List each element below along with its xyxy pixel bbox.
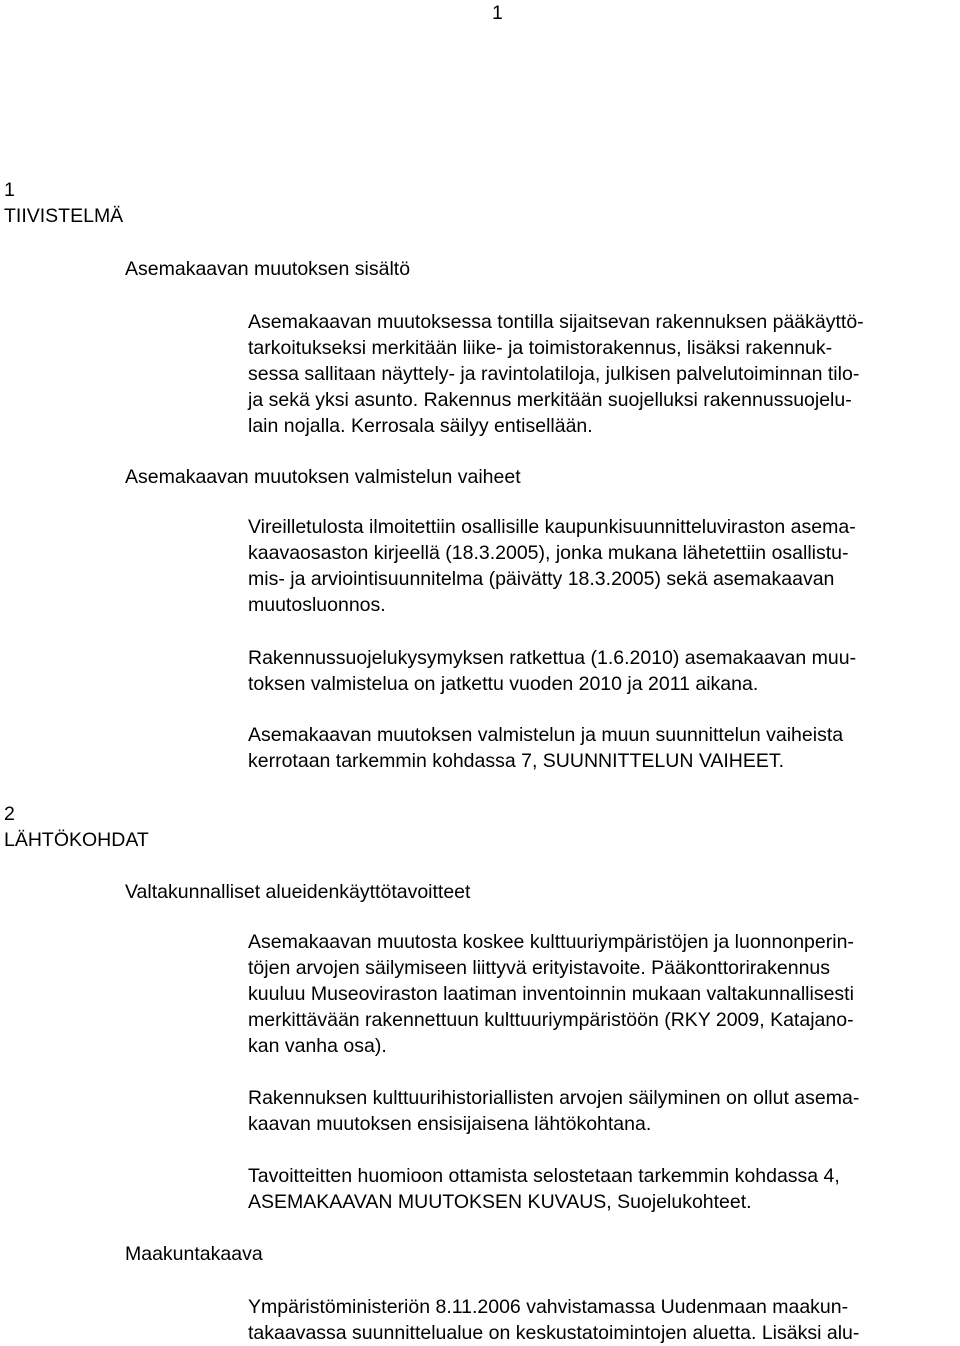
subsection-heading: Valtakunnalliset alueidenkäyttötavoitteet bbox=[125, 881, 471, 903]
text-line: kuuluu Museoviraston laatiman inventoinnin mukaan valtakunnallisesti bbox=[248, 983, 854, 1005]
section-title: LÄHTÖKOHDAT bbox=[4, 829, 149, 851]
text-line: takaavassa suunnittelualue on keskustatoimintojen aluetta. Lisäksi alu- bbox=[248, 1322, 860, 1344]
text-line: lain nojalla. Kerrosala säilyy entisellään. bbox=[248, 415, 593, 437]
text-line: mis- ja arviointisuunnitelma (päivätty 18.3.2005) sekä asemakaavan bbox=[248, 568, 835, 590]
text-line: Vireilletulosta ilmoitettiin osallisille kaupunkisuunnitteluviraston asema- bbox=[248, 516, 856, 538]
paragraph bbox=[248, 1163, 960, 1215]
paragraph bbox=[248, 1085, 960, 1137]
paragraph bbox=[248, 309, 960, 439]
subsection-heading: Maakuntakaava bbox=[125, 1243, 263, 1265]
paragraph bbox=[248, 722, 960, 774]
text-line: tarkoitukseksi merkitään liike- ja toimistorakennus, lisäksi rakennuk- bbox=[248, 337, 833, 359]
paragraph bbox=[248, 1294, 960, 1346]
text-line: ASEMAKAAVAN MUUTOKSEN KUVAUS, Suojelukohteet. bbox=[248, 1191, 752, 1213]
text-line: Asemakaavan muutoksen valmistelun ja muun suunnittelun vaiheista bbox=[248, 724, 844, 746]
section-2-heading bbox=[4, 801, 149, 853]
section-title: TIIVISTELMÄ bbox=[4, 205, 124, 227]
paragraph bbox=[248, 929, 960, 1059]
text-line: kaavaosaston kirjeellä (18.3.2005), jonka mukana lähetettiin osallistu- bbox=[248, 542, 849, 564]
text-line: Ympäristöministeriön 8.11.2006 vahvistamassa Uudenmaan maakun- bbox=[248, 1296, 849, 1318]
subsection-heading: Asemakaavan muutoksen sisältö bbox=[125, 258, 411, 280]
text-line: sessa sallitaan näyttely- ja ravintolatiloja, julkisen palvelutoiminnan tilo- bbox=[248, 363, 860, 385]
paragraph bbox=[248, 645, 960, 697]
section-number: 1 bbox=[4, 179, 15, 201]
section-number: 2 bbox=[4, 803, 15, 825]
text-line: kerrotaan tarkemmin kohdassa 7, SUUNNITTELUN VAIHEET. bbox=[248, 750, 785, 772]
paragraph bbox=[248, 514, 960, 618]
text-line: Asemakaavan muutoksessa tontilla sijaitsevan rakennuksen pääkäyttö- bbox=[248, 311, 864, 333]
text-line: ja sekä yksi asunto. Rakennus merkitään suojelluksi rakennussuojelu- bbox=[248, 389, 852, 411]
text-line: muutosluonnos. bbox=[248, 594, 386, 616]
text-line: Rakennuksen kulttuurihistoriallisten arvojen säilyminen on ollut asema- bbox=[248, 1087, 860, 1109]
text-line: Asemakaavan muutosta koskee kulttuuriympäristöjen ja luonnonperin- bbox=[248, 931, 854, 953]
text-line: kan vanha osa). bbox=[248, 1035, 387, 1057]
text-line: merkittävään rakennettuun kulttuuriympäristöön (RKY 2009, Katajano- bbox=[248, 1009, 854, 1031]
text-line: töjen arvojen säilymiseen liittyvä erityistavoite. Pääkonttorirakennus bbox=[248, 957, 831, 979]
page-number: 1 bbox=[492, 2, 503, 24]
text-line: toksen valmistelua on jatkettu vuoden 2010 ja 2011 aikana. bbox=[248, 673, 759, 695]
subsection-heading: Asemakaavan muutoksen valmistelun vaiheet bbox=[125, 466, 521, 488]
text-line: Rakennussuojelukysymyksen ratkettua (1.6.2010) asemakaavan muu- bbox=[248, 647, 857, 669]
section-1-heading bbox=[4, 177, 123, 229]
text-line: Tavoitteitten huomioon ottamista selostetaan tarkemmin kohdassa 4, bbox=[248, 1165, 840, 1187]
text-line: kaavan muutoksen ensisijaisena lähtökohtana. bbox=[248, 1113, 652, 1135]
